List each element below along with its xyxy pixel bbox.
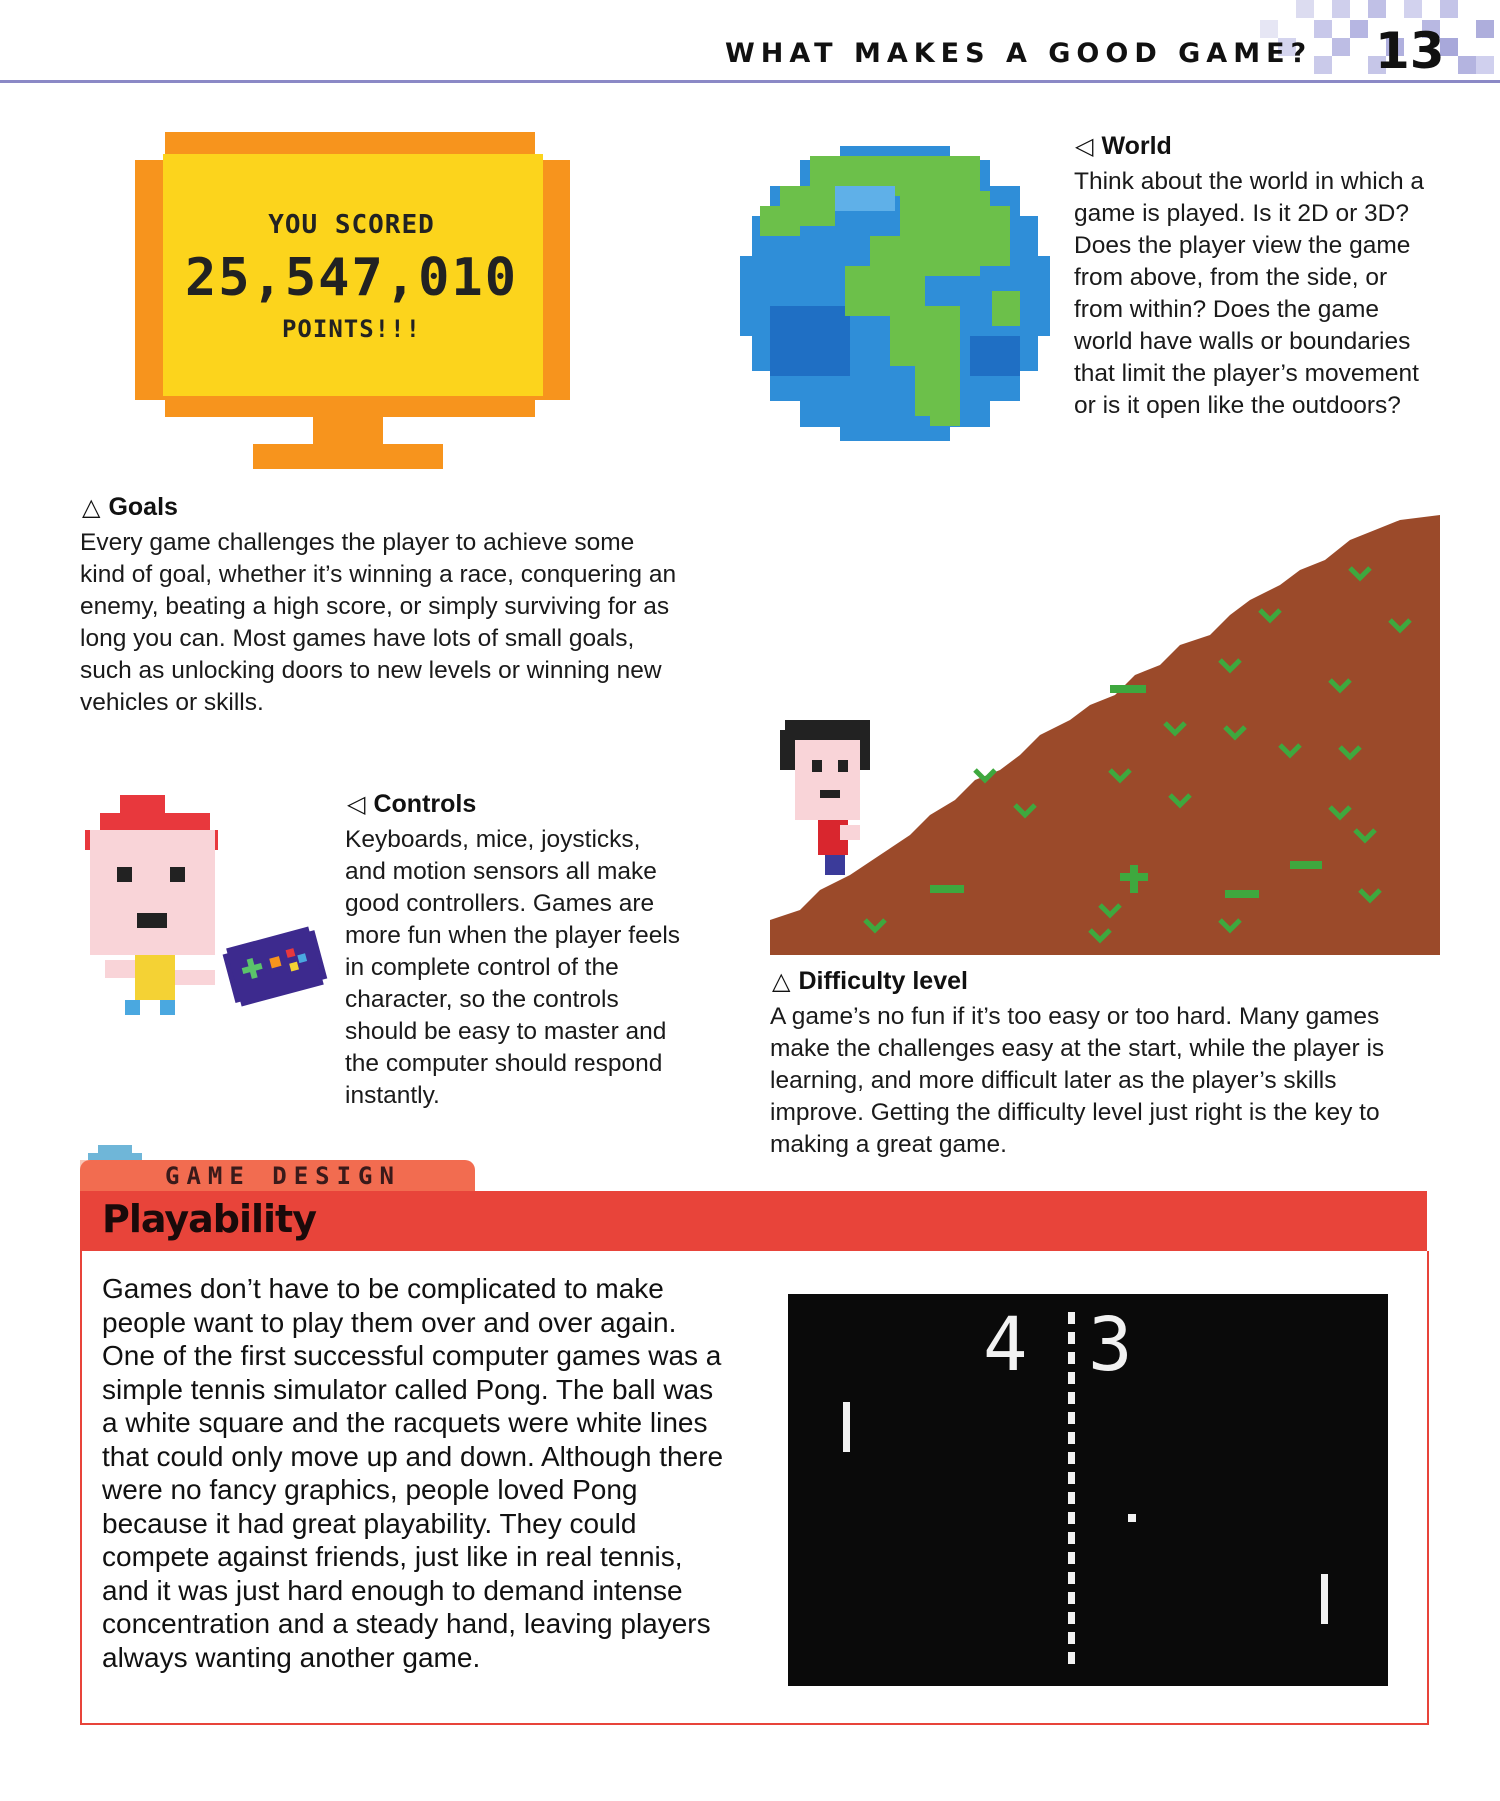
difficulty-text: A game’s no fun if it’s too easy or too hard. Many games make the challenges easy at the start, while the player is learning, and more difficult later as the player’s skills improve. Getting the difficulty level just right is the key to making a great game. [770,1003,1385,1158]
monitor-points-label: POINTS!!! [281,315,422,343]
pong-center-net [1068,1312,1075,1664]
triangle-left-icon: ◁ [1075,133,1094,160]
world-text: Think about the world in which a game is played. Is it 2D or 3D? Does the player view the game from above, from the side, or from within? Does the game world have walls or boundaries that limit the player’s movement or is it open like the outdoors? [1074,168,1424,419]
pong-right-score: 3 [1088,1302,1133,1388]
triangle-left-icon: ◁ [347,791,366,818]
game-design-tab-label: GAME DESIGN [165,1162,401,1190]
gamer-character [85,795,335,1035]
playability-text: Games don’t have to be complicated to make people want to play them over and over again. One of the first successful computer games was a simple tennis simulator called Pong. The ball was a white square and the racquets were white lines that could only move up and down. Although there were no fancy graphics, people loved Pong because it had great playability. They could compete against friends, just like in real tennis, and it was just hard enough to demand intense concentration and a steady hand, leaving players always wanting another game. [102,1273,724,1673]
playability-title: Playability [102,1197,316,1241]
monitor-score-label: YOU SCORED [268,210,435,240]
pong-right-paddle [1321,1574,1328,1624]
pong-left-score: 4 [983,1302,1028,1388]
world-title: ◁ World [1075,132,1172,160]
triangle-up-icon: △ [772,968,791,995]
triangle-up-icon: △ [82,494,101,521]
running-header: WHAT MAKES A GOOD GAME? [725,38,1313,69]
pong-screen [788,1294,1388,1686]
page-number: 13 [1375,22,1445,80]
goals-text: Every game challenges the player to achieve some kind of goal, whether it’s winning a race, conquering an enemy, beating a high score, or simply surviving for as long you can. Most games have lots of small goals, such as unlocking doors to new levels or winning new vehicles or skills. [80,529,677,716]
controls-title: ◁ Controls [347,790,477,818]
climber-character [780,720,890,890]
controls-text: Keyboards, mice, joysticks, and motion sensors all make good controllers. Games are more fun when the player feels in complete control of the character, so the controls should be easy to master and the computer should respond instantly. [345,826,681,1109]
difficulty-title: △ Difficulty level [772,967,968,995]
pong-left-paddle [843,1402,850,1452]
pong-ball [1128,1514,1136,1522]
header-rule [0,80,1500,83]
monitor-score-value: 25,547,010 [184,248,519,308]
earth-illustration [740,146,1050,441]
goals-title: △ Goals [82,493,178,521]
